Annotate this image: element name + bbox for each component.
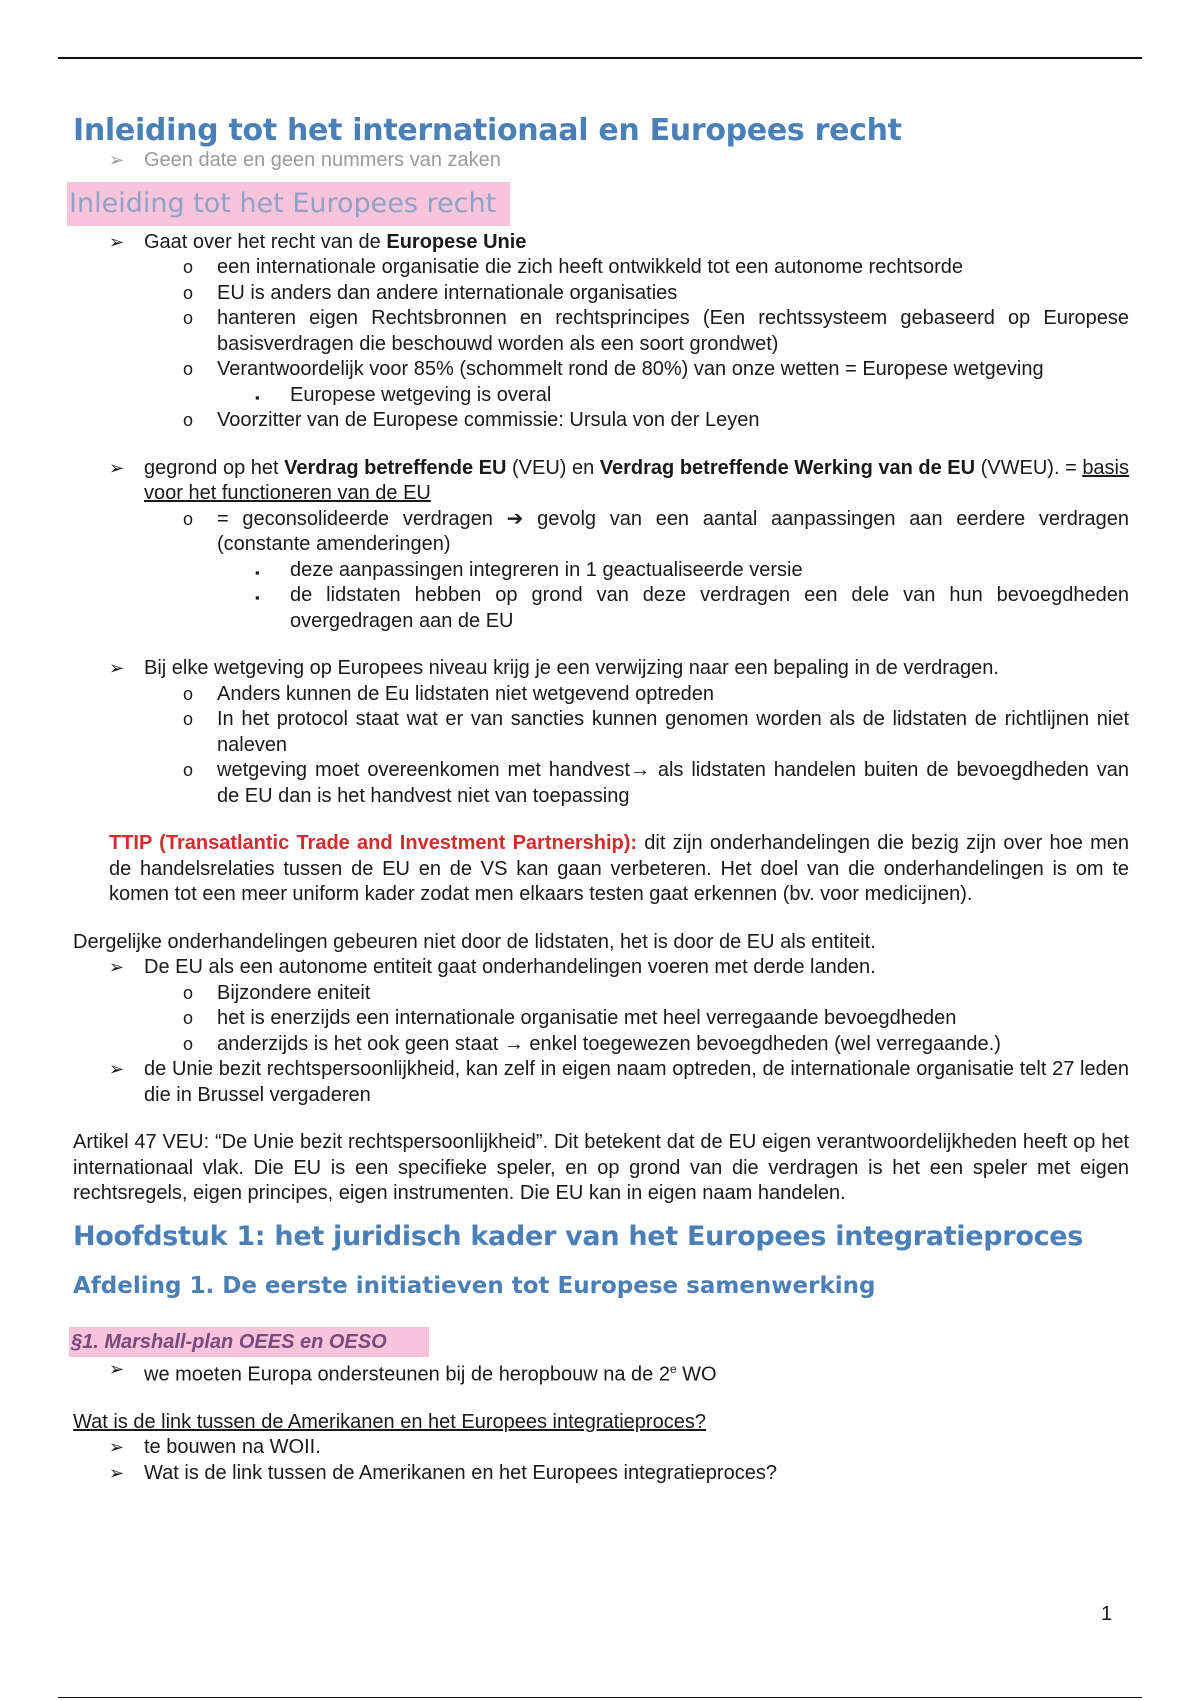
- circle-bullet-icon: o: [183, 683, 194, 704]
- header-rule: [58, 57, 1142, 59]
- chapter-heading: Hoofdstuk 1: het juridisch kader van het Europees integratieproces: [73, 1220, 1084, 1252]
- bullet-autonomous-entity: ➢ De EU als een autonome entiteit gaat onderhandelingen voeren met derde landen.: [73, 955, 1129, 981]
- bullet-legal-personality: ➢ de Unie bezit rechtspersoonlijkheid, kan zelf in eigen naam optreden, de internationale organisatie telt 27 leden die in Brussel vergaderen: [109, 1058, 1129, 1106]
- note-bullet: ➢ Geen date en geen nummers van zaken: [73, 148, 1129, 174]
- list-item: o anderzijds is het ook geen staat → enkel toegewezen bevoegdheden (wel verregaande.): [73, 1032, 1129, 1058]
- list-item: ➢ te bouwen na WOII.: [73, 1435, 1129, 1461]
- arrow-bullet-icon: ➢: [109, 457, 125, 478]
- bullet-legislation: ➢ Bij elke wetgeving op Europees niveau krijg je een verwijzing naar een bepaling in de verdragen.: [73, 656, 1129, 682]
- list-subitem: ▪ Europese wetgeving is overal: [73, 383, 1129, 409]
- question-heading: Wat is de link tussen de Amerikanen en het Europees integratieproces?: [73, 1410, 706, 1433]
- circle-bullet-icon: o: [183, 257, 194, 277]
- bullet-treaties: ➢ gegrond op het Verdrag betreffende EU (VEU) en Verdrag betreffende Werking van de EU (VWEU). = basis voor het functioneren van de EU: [109, 456, 1130, 504]
- arrow-bullet-icon: ➢: [109, 1358, 125, 1379]
- list-item: o het is enerzijds een internationale organisatie met heel verregaande bevoegdheden: [73, 1006, 1129, 1032]
- list-item: o EU is anders dan andere internationale organisaties: [73, 281, 1129, 307]
- arrow-bullet-icon: ➢: [109, 1462, 125, 1483]
- circle-bullet-icon: o: [183, 282, 194, 303]
- list-subitem: ▪ deze aanpassingen integreren in 1 geactualiseerde versie: [73, 558, 1129, 584]
- ttip-paragraph: TTIP (Transatlantic Trade and Investment Partnership): dit zijn onderhandelingen die bezig zijn over hoe men de handelsrelaties tussen de EU en de VS kan gaan verbeteren. Het doel van die onderhandelingen is om te komen tot een meer uniform kader zodat men elkaars testen gaat erkennen (bv. voor medicijnen).: [109, 832, 1129, 905]
- circle-bullet-icon: o: [183, 508, 194, 529]
- arrow-bullet-icon: ➢: [109, 658, 125, 678]
- paragraph-article-47: Artikel 47 VEU: “De Unie bezit rechtspersoonlijkheid”. Dit betekent dat de EU eigen verantwoordelijkheden heeft op het internationaal vlak. Die EU is een specifieke speler, en op grond van die verdragen is het een speler met eigen rechtsregels, eigen principes, eigen instrumenten. Die EU kan in eigen naam handelen.: [73, 1131, 1129, 1204]
- circle-bullet-icon: o: [183, 709, 194, 729]
- document-page: [69, 108, 1130, 1486]
- bullet-marshall: ➢ we moeten Europa ondersteunen bij de heropbouw na de 2e WO: [109, 1358, 717, 1386]
- list-item: o Bijzondere eniteit: [73, 981, 1129, 1007]
- bullet-eu-law: ➢ Gaat over het recht van de Europese Unie: [73, 230, 1129, 256]
- list-item: o wetgeving moet overeenkomen met handvest→ als lidstaten handelen buiten de bevoegdheden van de EU dan is het handvest niet van toepassing: [183, 759, 1129, 807]
- afdeling-heading: Afdeling 1. De eerste initiatieven tot Europese samenwerking: [73, 1272, 876, 1299]
- square-bullet-icon: ▪: [255, 389, 260, 405]
- circle-bullet-icon: o: [183, 1033, 194, 1054]
- square-bullet-icon: ▪: [255, 564, 260, 580]
- circle-bullet-icon: o: [183, 359, 194, 379]
- paragraph-negotiations: Dergelijke onderhandelingen gebeuren niet door de lidstaten, het is door de EU als entiteit.: [73, 930, 876, 953]
- arrow-bullet-icon: ➢: [109, 231, 125, 252]
- circle-bullet-icon: o: [183, 410, 194, 430]
- arrow-bullet-icon: ➢: [109, 957, 125, 977]
- square-bullet-icon: ▪: [255, 590, 260, 605]
- list-item: o = geconsolideerde verdragen ➔ gevolg van een aantal aanpassingen aan eerdere verdragen (constante amenderingen): [183, 507, 1129, 555]
- circle-bullet-icon: o: [183, 308, 194, 328]
- list-item: o Voorzitter van de Europese commissie: Ursula von der Leyen: [73, 408, 1129, 434]
- list-item: ➢ Wat is de link tussen de Amerikanen en het Europees integratieproces?: [73, 1461, 1129, 1487]
- arrow-bullet-icon: ➢: [109, 1059, 125, 1079]
- page-number: 1: [1101, 1603, 1113, 1625]
- paragraph-heading-marshall: §1. Marshall-plan OEES en OESO: [69, 1327, 429, 1357]
- list-item: o Anders kunnen de Eu lidstaten niet wetgevend optreden: [73, 682, 1129, 708]
- circle-bullet-icon: o: [183, 760, 194, 780]
- footer-rule: [58, 1697, 1142, 1698]
- ttip-label: TTIP (Transatlantic Trade and Investment Partnership):: [109, 832, 638, 854]
- list-item: o Verantwoordelijk voor 85% (schommelt rond de 80%) van onze wetten = Europese wetgeving: [73, 357, 1129, 383]
- circle-bullet-icon: o: [183, 1008, 194, 1028]
- arrow-bullet-icon: ➢: [109, 150, 125, 170]
- document-title: Inleiding tot het internationaal en Europees recht: [73, 113, 902, 148]
- list-item: o een internationale organisatie die zich heeft ontwikkeld tot een autonome rechtsorde: [73, 255, 1129, 281]
- arrow-bullet-icon: ➢: [109, 1437, 125, 1458]
- list-item: o In het protocol staat wat er van sancties kunnen genomen worden als de lidstaten de richtlijnen niet naleven: [183, 708, 1129, 756]
- circle-bullet-icon: o: [183, 982, 194, 1003]
- section-heading-eu: Inleiding tot het Europees recht: [67, 182, 510, 226]
- list-subitem: ▪ de lidstaten hebben op grond van deze verdragen een dele van hun bevoegdheden overgedragen aan de EU: [255, 584, 1129, 632]
- list-item: o hanteren eigen Rechtsbronnen en rechtsprincipes (Een rechtssysteem gebaseerd op Europese basisverdragen die beschouwd worden als een soort grondwet): [183, 307, 1129, 355]
